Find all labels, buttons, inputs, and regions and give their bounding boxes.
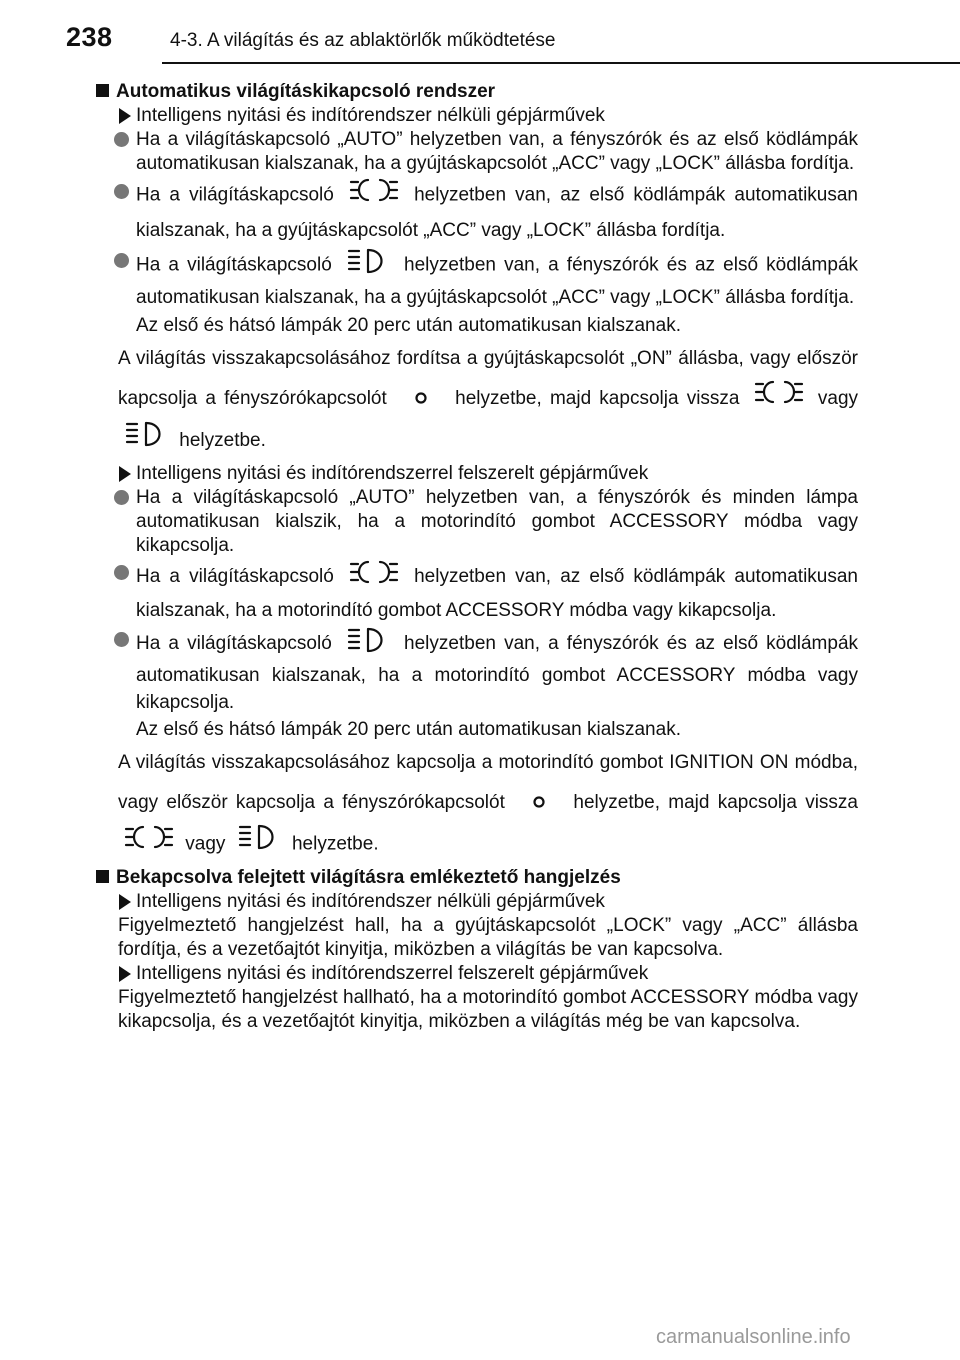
section-heading-reminder: Bekapcsolva felejtett világításra emlékeztető hangjelzés bbox=[96, 866, 858, 890]
list-item: Ha a világításkapcsoló helyzetben van, a fényszórók és az első ködlámpák automatikusan kialszanak, ha a gyújtáskapcsolót „ACC” vagy „LOCK” állásba fordítja. Az első és hátsó lámpák 20 perc után automatikusan kialszanak. bbox=[96, 247, 858, 340]
bullet-icon bbox=[114, 253, 129, 268]
restore-paragraph: A világítás visszakapcsolásához fordítsa a gyújtáskapcsolót „ON” állásba, vagy először kapcsolja a fényszórókapcsolót helyzetbe, majd kapcsolja vissza vagy helyzetbe. bbox=[96, 340, 858, 462]
triangle-bullet-icon bbox=[119, 108, 131, 124]
list-item: Ha a világításkapcsoló helyzetben van, az első ködlámpák automatikusan kialszanak, ha a motorindító gombot ACCESSORY módba vagy kikapcsolja. bbox=[96, 558, 858, 626]
lights-off-icon bbox=[401, 380, 441, 418]
page-content bbox=[96, 80, 858, 1034]
subheading-no-smart-key: Intelligens nyitási és indítórendszer nélküli gépjárművek bbox=[96, 890, 858, 914]
parking-lights-icon bbox=[349, 176, 399, 215]
bullet-icon bbox=[114, 184, 129, 199]
lights-off-icon bbox=[519, 783, 559, 823]
section-heading-auto-off: Automatikus világításkikapcsoló rendszer bbox=[96, 80, 858, 104]
reminder-paragraph: Figyelmeztető hangjelzést hall, ha a gyújtáskapcsolót „LOCK” vagy „ACC” állásba fordítja, és a vezetőajtót kinyitja, miközben a világítás be van kapcsolva. bbox=[118, 915, 858, 961]
bullet-icon bbox=[114, 565, 129, 580]
subheading-no-smart-key: Intelligens nyitási és indítórendszer nélküli gépjárművek bbox=[96, 104, 858, 128]
parking-lights-icon bbox=[754, 378, 804, 420]
reminder-paragraph: Figyelmeztető hangjelzést hallható, ha a motorindító gombot ACCESSORY módba vagy kikapcsolja, és a vezetőajtót kinyitja, miközben a világítás még be van kapcsolva. bbox=[118, 987, 858, 1033]
headlight-icon bbox=[237, 823, 281, 866]
triangle-bullet-icon bbox=[119, 894, 131, 910]
parking-lights-icon bbox=[349, 558, 399, 596]
section-title: 4-3. A világítás és az ablaktörlők működtetése bbox=[170, 30, 556, 51]
parking-lights-icon bbox=[124, 823, 174, 866]
triangle-bullet-icon bbox=[119, 966, 131, 982]
page-number: 238 bbox=[66, 22, 113, 52]
bullet-icon bbox=[114, 632, 129, 647]
square-bullet-icon bbox=[96, 84, 109, 97]
subheading-smart-key: Intelligens nyitási és indítórendszerrel felszerelt gépjárművek bbox=[96, 962, 858, 986]
subheading-smart-key: Intelligens nyitási és indítórendszerrel felszerelt gépjárművek bbox=[96, 462, 858, 486]
bullet-icon bbox=[114, 490, 129, 505]
list-item: Ha a világításkapcsoló helyzetben van, az első ködlámpák automatikusan kialszanak, ha a gyújtáskapcsolót „ACC” vagy „LOCK” állásba fordítja. bbox=[96, 176, 858, 247]
list-item: Ha a világításkapcsoló „AUTO” helyzetben van, a fényszórók és az első ködlámpák automatikusan kialszanak, ha a gyújtáskapcsolót „ACC” vagy „LOCK” állásba fordítja. bbox=[96, 128, 858, 176]
watermark: carmanualsonline.info bbox=[656, 1326, 851, 1348]
restore-paragraph: A világítás visszakapcsolásához kapcsolja a motorindító gombot IGNITION ON módba, vagy először kapcsolja a fényszórókapcsolót helyzetbe, majd kapcsolja vissza vagy helyzetbe. bbox=[96, 743, 858, 866]
header-rule bbox=[162, 62, 960, 64]
headlight-icon bbox=[346, 247, 390, 284]
list-item: Ha a világításkapcsoló helyzetben van, a fényszórók és az első ködlámpák automatikusan kialszanak, ha a motorindító gombot ACCESSORY módba vagy kikapcsolja. Az első és hátsó lámpák 20 perc után automatikusan kialszanak. bbox=[96, 626, 858, 743]
page-header bbox=[66, 20, 936, 64]
triangle-bullet-icon bbox=[119, 466, 131, 482]
square-bullet-icon bbox=[96, 870, 109, 883]
bullet-icon bbox=[114, 132, 129, 147]
headlight-icon bbox=[124, 420, 168, 462]
list-item: Ha a világításkapcsoló „AUTO” helyzetben van, a fényszórók és minden lámpa automatikusan kialszik, ha a motorindító gombot ACCESSORY módba vagy kikapcsolja. bbox=[96, 486, 858, 558]
headlight-icon bbox=[346, 626, 390, 662]
